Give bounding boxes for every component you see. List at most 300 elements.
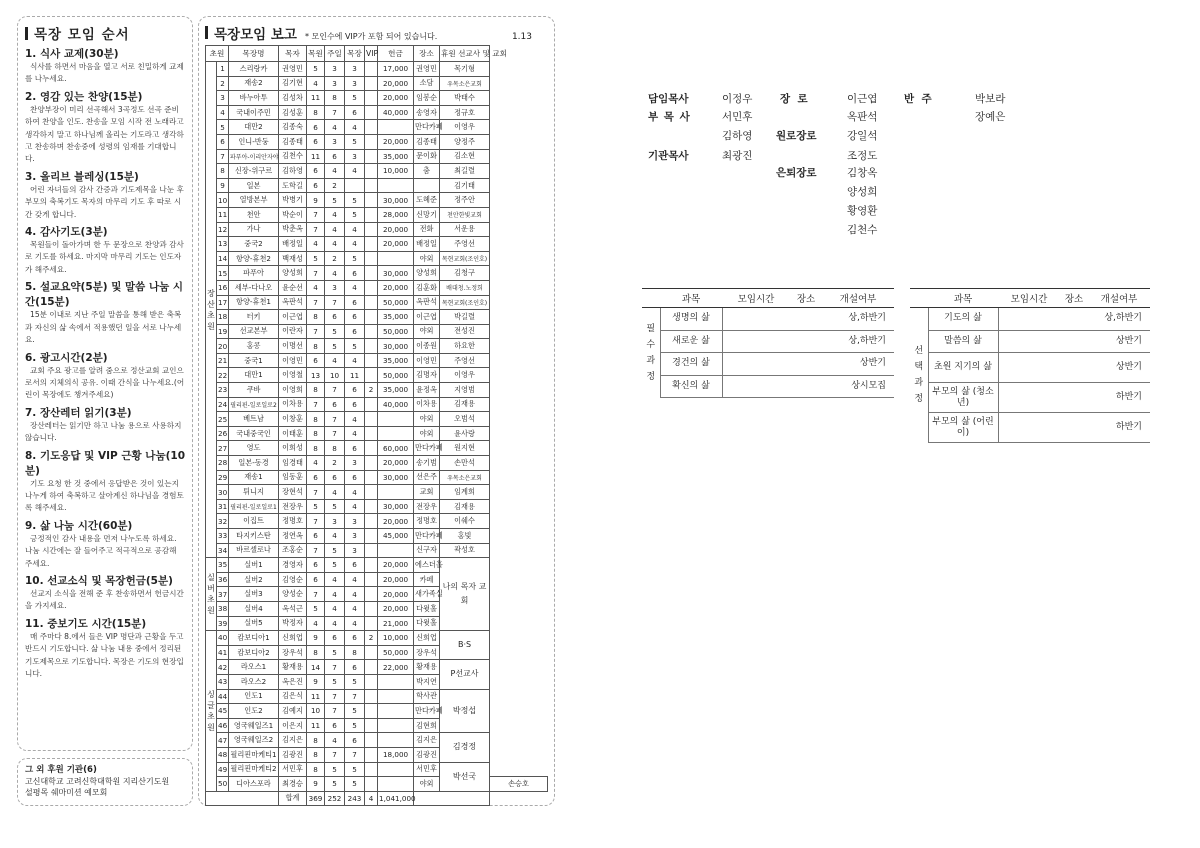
row-number: 30 bbox=[217, 485, 229, 500]
mokjang-count: 5 bbox=[345, 704, 365, 719]
place: 선은주 bbox=[414, 470, 440, 485]
row-number: 31 bbox=[217, 499, 229, 514]
row-number: 11 bbox=[217, 207, 229, 222]
table-row bbox=[206, 587, 548, 602]
offering: 20,000 bbox=[378, 222, 414, 237]
mokjang-name: 가나 bbox=[229, 222, 279, 237]
offering: 50,000 bbox=[378, 324, 414, 339]
mokjang-name: 타지키스탄 bbox=[229, 529, 279, 544]
course-schedule: 상,하반기 bbox=[722, 308, 894, 331]
emeritus-label: 원로장로 bbox=[776, 130, 817, 142]
table-row bbox=[206, 280, 548, 295]
section-title: 10. 선교소식 및 목장헌금(5분) bbox=[25, 574, 173, 587]
total-row bbox=[206, 791, 548, 806]
sunday-count: 4 bbox=[325, 587, 345, 602]
sunday-count: 6 bbox=[325, 631, 345, 646]
sunday-count: 4 bbox=[325, 485, 345, 500]
missionary-group: B·S bbox=[440, 631, 490, 660]
member-count: 8 bbox=[307, 762, 325, 777]
supported-missionary: 서운용 bbox=[440, 222, 490, 237]
sunday-count: 4 bbox=[325, 164, 345, 179]
vip-count bbox=[365, 339, 378, 354]
header-cell: 초원 bbox=[206, 46, 229, 62]
place: 김종태 bbox=[414, 134, 440, 149]
place: 윤정옥 bbox=[414, 383, 440, 398]
group-label: 장 산 초 원 bbox=[206, 62, 217, 558]
offering: 40,000 bbox=[378, 397, 414, 412]
table-row bbox=[206, 76, 548, 91]
supported-missionary: 전성진 bbox=[440, 324, 490, 339]
leader-name: 장현석 bbox=[279, 485, 307, 500]
table-row bbox=[206, 426, 548, 441]
missionary-group: 나의 목자 교회 bbox=[440, 558, 490, 631]
sunday-count: 2 bbox=[325, 456, 345, 471]
sunday-count: 6 bbox=[325, 718, 345, 733]
mokjang-name: 파푸아 bbox=[229, 266, 279, 281]
vip-count bbox=[365, 222, 378, 237]
place: 김훈화 bbox=[414, 280, 440, 295]
place: 권영민 bbox=[414, 62, 440, 77]
vip-count bbox=[365, 777, 378, 792]
mokjang-count: 5 bbox=[345, 91, 365, 106]
vip-count bbox=[365, 529, 378, 544]
mokjang-count: 4 bbox=[345, 120, 365, 135]
sunday-count: 5 bbox=[325, 543, 345, 558]
table-row bbox=[206, 645, 548, 660]
mokjang-count: 3 bbox=[345, 529, 365, 544]
vip-count bbox=[365, 660, 378, 675]
mokjang-count: 4 bbox=[345, 222, 365, 237]
mokjang-name: 일본 bbox=[229, 178, 279, 193]
meeting-order-panel bbox=[17, 16, 193, 751]
section-title: 6. 광고시간(2분) bbox=[25, 351, 108, 364]
sunday-count: 5 bbox=[325, 339, 345, 354]
member-count: 9 bbox=[307, 777, 325, 792]
mokjang-count bbox=[345, 178, 365, 193]
leader-name: 이영민 bbox=[279, 353, 307, 368]
supported-missionary: 김재용 bbox=[440, 499, 490, 514]
mokjang-name: 터키 bbox=[229, 310, 279, 325]
table-row bbox=[206, 251, 548, 266]
member-count: 13 bbox=[307, 368, 325, 383]
offering bbox=[378, 543, 414, 558]
total-empty bbox=[206, 791, 279, 806]
mokjang-count: 7 bbox=[345, 747, 365, 762]
row-number: 36 bbox=[217, 572, 229, 587]
leader-name: 최경승 bbox=[279, 777, 307, 792]
accompanist-name-2: 장예은 bbox=[975, 111, 1006, 123]
total-label: 합계 bbox=[279, 791, 307, 806]
mokjang-name: 이집트 bbox=[229, 514, 279, 529]
member-count: 9 bbox=[307, 674, 325, 689]
course-name: 생명의 삶 bbox=[660, 308, 722, 331]
mokjang-count: 3 bbox=[345, 76, 365, 91]
total-sunday: 252 bbox=[325, 791, 345, 806]
mokjang-count: 6 bbox=[345, 441, 365, 456]
leader-name: 임경태 bbox=[279, 456, 307, 471]
associate-name-1: 서민후 bbox=[722, 111, 753, 123]
table-row bbox=[206, 777, 548, 792]
missionary-group: 박정섭 bbox=[440, 689, 490, 733]
supported-missionary: 목현교회(조인호) bbox=[440, 295, 490, 310]
sunday-count: 5 bbox=[325, 499, 345, 514]
sunday-count: 7 bbox=[325, 689, 345, 704]
mokjang-count: 6 bbox=[345, 266, 365, 281]
mokjang-count: 5 bbox=[345, 777, 365, 792]
mokjang-name: 재송1 bbox=[229, 470, 279, 485]
header-cell: 목장 bbox=[345, 46, 365, 62]
table-row bbox=[206, 383, 548, 398]
vip-count bbox=[365, 120, 378, 135]
sunday-count: 7 bbox=[325, 383, 345, 398]
mokjang-name: 튀니지 bbox=[229, 485, 279, 500]
mokjang-name: 국내이주민 bbox=[229, 105, 279, 120]
retired-name-4: 김천수 bbox=[847, 224, 878, 236]
leader-name: 배정일 bbox=[279, 237, 307, 252]
offering: 28,000 bbox=[378, 207, 414, 222]
offering: 30,000 bbox=[378, 499, 414, 514]
total-mokjang: 243 bbox=[345, 791, 365, 806]
member-count: 9 bbox=[307, 193, 325, 208]
course-name: 부모의 삶 (청소년) bbox=[928, 383, 998, 413]
member-count: 5 bbox=[307, 499, 325, 514]
course-row bbox=[910, 383, 1150, 413]
place: 송기범 bbox=[414, 456, 440, 471]
course-row bbox=[642, 308, 894, 331]
sunday-count: 5 bbox=[325, 558, 345, 573]
header-cell: 주일 bbox=[325, 46, 345, 62]
leader-name: 김지은 bbox=[279, 733, 307, 748]
offering: 20,000 bbox=[378, 134, 414, 149]
mokjang-name: 캄보디아1 bbox=[229, 631, 279, 646]
elder-name-1: 이근엽 bbox=[847, 93, 878, 105]
member-count: 5 bbox=[307, 601, 325, 616]
member-count: 8 bbox=[307, 339, 325, 354]
member-count: 4 bbox=[307, 456, 325, 471]
mokjang-count: 6 bbox=[345, 397, 365, 412]
sunday-count: 8 bbox=[325, 91, 345, 106]
vip-count bbox=[365, 674, 378, 689]
leader-name: 이명선 bbox=[279, 339, 307, 354]
member-count: 6 bbox=[307, 470, 325, 485]
place: 카페 bbox=[414, 572, 440, 587]
row-number: 50 bbox=[217, 777, 229, 792]
course-row bbox=[910, 413, 1150, 443]
elective-header-open: 개설여부 bbox=[1088, 289, 1150, 308]
header-cell: 목장명 bbox=[229, 46, 279, 62]
vip-count bbox=[365, 689, 378, 704]
retired-name-1: 김창옥 bbox=[847, 167, 878, 179]
report-date: 1.13 bbox=[511, 32, 532, 42]
supported-missionary: 손만석 bbox=[440, 456, 490, 471]
table-row bbox=[206, 62, 548, 77]
table-row bbox=[206, 689, 548, 704]
vip-count bbox=[365, 441, 378, 456]
member-count: 11 bbox=[307, 718, 325, 733]
section-title: 11. 중보기도 시간(15분) bbox=[25, 617, 147, 630]
table-row bbox=[206, 514, 548, 529]
supported-missionary: 김청구 bbox=[440, 266, 490, 281]
mokjang-count: 4 bbox=[345, 164, 365, 179]
section-title: 5. 설교요약(5분) 및 말씀 나눔 시간(15분) bbox=[25, 281, 184, 309]
row-number: 42 bbox=[217, 660, 229, 675]
vip-count bbox=[365, 616, 378, 631]
vip-count bbox=[365, 601, 378, 616]
section-body: 목원들이 돌아가며 한 두 문장으로 찬양과 감사로 기도를 하세요. 마지막 마무리 기도는 인도자가 해주세요. bbox=[25, 240, 184, 274]
course-schedule: 상,하반기 bbox=[998, 308, 1150, 331]
offering bbox=[378, 777, 414, 792]
place: 박지연 bbox=[414, 674, 440, 689]
place: 교회 bbox=[414, 485, 440, 500]
offering bbox=[378, 485, 414, 500]
supported-missionary: 목현교회(조인호) bbox=[440, 251, 490, 266]
sunday-count: 8 bbox=[325, 441, 345, 456]
row-number: 39 bbox=[217, 616, 229, 631]
place: 김명자 bbox=[414, 368, 440, 383]
total-empty-2 bbox=[414, 791, 490, 806]
section-body: 기도 요청 한 것 중에서 응답받은 것이 있는지 나누게 하여 축복하고 살아계신 하나님을 경험토록 해주세요. bbox=[25, 478, 184, 513]
vip-count bbox=[365, 237, 378, 252]
sunday-count: 6 bbox=[325, 149, 345, 164]
table-row bbox=[206, 558, 548, 573]
vip-count bbox=[365, 62, 378, 77]
leader-name: 이희성 bbox=[279, 441, 307, 456]
leader-name: 임동훈 bbox=[279, 470, 307, 485]
vip-count bbox=[365, 733, 378, 748]
offering bbox=[378, 120, 414, 135]
offering: 60,000 bbox=[378, 441, 414, 456]
mokjang-count: 5 bbox=[345, 251, 365, 266]
row-number: 20 bbox=[217, 339, 229, 354]
table-row bbox=[206, 543, 548, 558]
report-note: * 모인수에 VIP가 포함 되어 있습니다. bbox=[304, 32, 438, 41]
place: 황재용 bbox=[414, 660, 440, 675]
leader-name: 정명호 bbox=[279, 514, 307, 529]
course-row bbox=[642, 375, 894, 398]
table-row bbox=[206, 91, 548, 106]
member-count: 4 bbox=[307, 237, 325, 252]
place: 임봉순 bbox=[414, 91, 440, 106]
sunday-count: 4 bbox=[325, 572, 345, 587]
mokjang-count: 4 bbox=[345, 426, 365, 441]
vip-count bbox=[365, 310, 378, 325]
supported-missionary: 주영선 bbox=[440, 237, 490, 252]
vip-count bbox=[365, 76, 378, 91]
mokjang-name: 세부-다나오 bbox=[229, 280, 279, 295]
vip-count bbox=[365, 558, 378, 573]
leader-name: 경영자 bbox=[279, 558, 307, 573]
mokjang-name: 필리핀마케티1 bbox=[229, 747, 279, 762]
leader-name: 신희업 bbox=[279, 631, 307, 646]
mokjang-name: 라오스1 bbox=[229, 660, 279, 675]
report-panel bbox=[198, 16, 555, 806]
offering bbox=[378, 426, 414, 441]
row-number: 28 bbox=[217, 456, 229, 471]
section-title: 8. 기도응답 및 VIP 근황 나눔(10분) bbox=[25, 449, 185, 477]
place: 김현희 bbox=[414, 718, 440, 733]
mokjang-count: 6 bbox=[345, 470, 365, 485]
leader-name: 이은지 bbox=[279, 718, 307, 733]
sunday-count: 7 bbox=[325, 426, 345, 441]
vip-count bbox=[365, 412, 378, 427]
place: 김지은 bbox=[414, 733, 440, 748]
table-row bbox=[206, 572, 548, 587]
member-count: 6 bbox=[307, 178, 325, 193]
place: 만다카페 bbox=[414, 120, 440, 135]
supported-missionary: 우목소은교회 bbox=[440, 470, 490, 485]
leader-name: 박순이 bbox=[279, 207, 307, 222]
sunday-count: 5 bbox=[325, 777, 345, 792]
sunday-count: 4 bbox=[325, 601, 345, 616]
leader-name: 박병기 bbox=[279, 193, 307, 208]
mokjang-name: 대만1 bbox=[229, 368, 279, 383]
member-count: 11 bbox=[307, 689, 325, 704]
course-name: 확신의 삶 bbox=[660, 375, 722, 398]
mokjang-count: 6 bbox=[345, 383, 365, 398]
row-number: 19 bbox=[217, 324, 229, 339]
vip-count bbox=[365, 543, 378, 558]
row-number: 47 bbox=[217, 733, 229, 748]
row-number: 21 bbox=[217, 353, 229, 368]
supported-missionary: 박길렬 bbox=[440, 310, 490, 325]
place: 양성희 bbox=[414, 266, 440, 281]
offering: 17,000 bbox=[378, 62, 414, 77]
mokjang-name: 영국웨일즈1 bbox=[229, 718, 279, 733]
group-label: 실 버 초 원 bbox=[206, 558, 217, 631]
total-members: 369 bbox=[307, 791, 325, 806]
supported-missionary: 김기태 bbox=[440, 178, 490, 193]
mokjang-count: 4 bbox=[345, 237, 365, 252]
mokjang-count: 6 bbox=[345, 295, 365, 310]
mokjang-name: 바누아투 bbox=[229, 91, 279, 106]
vip-count bbox=[365, 193, 378, 208]
offering: 50,000 bbox=[378, 645, 414, 660]
sunday-count: 3 bbox=[325, 76, 345, 91]
table-row bbox=[206, 353, 548, 368]
elective-header-subject: 과목 bbox=[928, 289, 998, 308]
sunday-count: 4 bbox=[325, 222, 345, 237]
member-count: 8 bbox=[307, 310, 325, 325]
row-number: 38 bbox=[217, 601, 229, 616]
row-number: 4 bbox=[217, 105, 229, 120]
emeritus-name-1: 강일석 bbox=[847, 130, 878, 142]
sunday-count: 5 bbox=[325, 645, 345, 660]
row-number: 49 bbox=[217, 762, 229, 777]
offering: 20,000 bbox=[378, 558, 414, 573]
mokjang-count: 6 bbox=[345, 558, 365, 573]
offering bbox=[378, 762, 414, 777]
table-row bbox=[206, 456, 548, 471]
vip-count bbox=[365, 456, 378, 471]
mokjang-name: 실버3 bbox=[229, 587, 279, 602]
offering bbox=[378, 689, 414, 704]
supported-missionary: 정규호 bbox=[440, 105, 490, 120]
required-header-time: 모임시간 bbox=[722, 289, 790, 308]
vip-count bbox=[365, 368, 378, 383]
table-row bbox=[206, 674, 548, 689]
vip-count bbox=[365, 149, 378, 164]
mokjang-name: 실버4 bbox=[229, 601, 279, 616]
leader-name: 이근엽 bbox=[279, 310, 307, 325]
retired-name-2: 양성희 bbox=[847, 186, 878, 198]
mokjang-name: 필리핀마케티2 bbox=[229, 762, 279, 777]
mokjang-name: 디아스포라 bbox=[229, 777, 279, 792]
section-title: 9. 삶 나눔 시간(60분) bbox=[25, 519, 133, 532]
leader-name: 김광진 bbox=[279, 747, 307, 762]
supported-missionary: 박태수 bbox=[440, 91, 490, 106]
staff-list bbox=[648, 91, 1068, 241]
mokjang-name: 항양-휴천1 bbox=[229, 295, 279, 310]
place: 전화 bbox=[414, 222, 440, 237]
leader-name: 백재성 bbox=[279, 251, 307, 266]
mokjang-count: 5 bbox=[345, 762, 365, 777]
offering bbox=[378, 251, 414, 266]
offering: 10,000 bbox=[378, 631, 414, 646]
supported-missionary: 김소현 bbox=[440, 149, 490, 164]
table-row bbox=[206, 747, 548, 762]
mokjang-count: 3 bbox=[345, 62, 365, 77]
mokjang-count: 6 bbox=[345, 105, 365, 120]
mokjang-name: 홍콩 bbox=[229, 339, 279, 354]
supported-missionary: 홍빛 bbox=[440, 529, 490, 544]
offering bbox=[378, 718, 414, 733]
row-number: 3 bbox=[217, 91, 229, 106]
member-count: 6 bbox=[307, 572, 325, 587]
table-row bbox=[206, 266, 548, 281]
course-schedule: 하반기 bbox=[998, 383, 1150, 413]
section-body: 긍정적인 감사 내용을 먼저 나누도록 하세요. 나눔 시간에는 잘 들어주고 적극적으로 공감해 주세요. bbox=[25, 533, 177, 568]
offering: 21,000 bbox=[378, 616, 414, 631]
vip-count bbox=[365, 207, 378, 222]
row-number: 18 bbox=[217, 310, 229, 325]
mokjang-count: 5 bbox=[345, 339, 365, 354]
leader-name: 도학길 bbox=[279, 178, 307, 193]
offering: 30,000 bbox=[378, 266, 414, 281]
place: 신구자 bbox=[414, 543, 440, 558]
member-count: 7 bbox=[307, 397, 325, 412]
offering: 30,000 bbox=[378, 339, 414, 354]
supported-missionary: 천안한빛교회 bbox=[440, 207, 490, 222]
offering bbox=[378, 412, 414, 427]
leader-name: 이란자 bbox=[279, 324, 307, 339]
sponsor-line-1: 고신대학교 고려신학대학원 지리산기도원 bbox=[25, 777, 170, 786]
sunday-count: 7 bbox=[325, 105, 345, 120]
row-number: 48 bbox=[217, 747, 229, 762]
section-title: 3. 올리브 블레싱(15분) bbox=[25, 170, 139, 183]
member-count: 5 bbox=[307, 251, 325, 266]
place: 야외 bbox=[414, 251, 440, 266]
offering: 35,000 bbox=[378, 149, 414, 164]
section-body: 식사를 하면서 마음을 열고 서로 친밀하게 교제를 나누세요. bbox=[25, 62, 184, 84]
row-number: 10 bbox=[217, 193, 229, 208]
offering: 20,000 bbox=[378, 456, 414, 471]
retired-label: 은퇴장로 bbox=[776, 167, 817, 179]
sunday-count: 5 bbox=[325, 674, 345, 689]
leader-name: 황재용 bbox=[279, 660, 307, 675]
table-row bbox=[206, 222, 548, 237]
table-row bbox=[206, 616, 548, 631]
vip-count bbox=[365, 164, 378, 179]
row-number: 8 bbox=[217, 164, 229, 179]
course-schedule: 상반기 bbox=[998, 330, 1150, 353]
table-row bbox=[206, 178, 548, 193]
elective-course-table bbox=[910, 288, 1150, 443]
mokjang-count: 5 bbox=[345, 718, 365, 733]
leader-name: 윤순선 bbox=[279, 280, 307, 295]
leader-name: 박정자 bbox=[279, 616, 307, 631]
member-count: 8 bbox=[307, 383, 325, 398]
mokjang-count: 5 bbox=[345, 134, 365, 149]
